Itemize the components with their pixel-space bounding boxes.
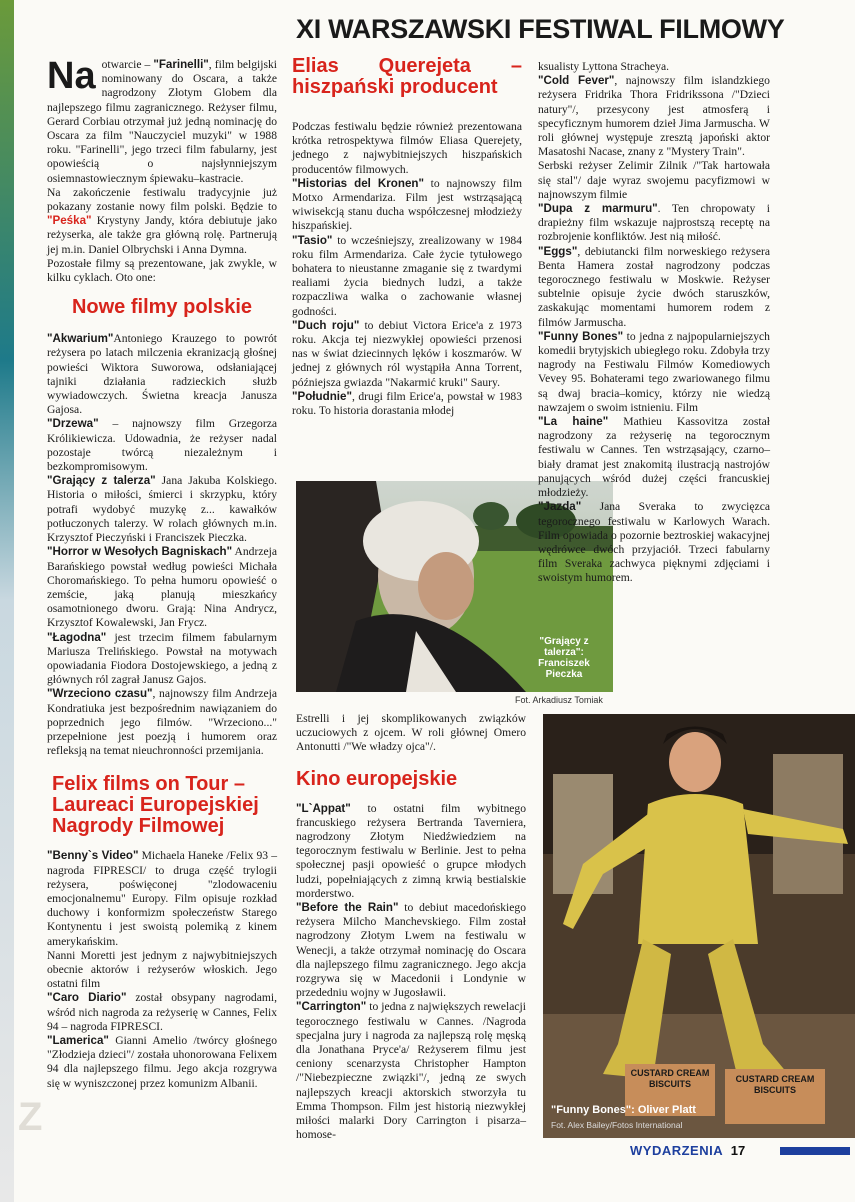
photo2-caption: "Funny Bones": Oliver Platt bbox=[551, 1104, 696, 1116]
film-title: "Duch roju" bbox=[292, 318, 360, 332]
film-description: to jedna z największych rewelacji tegorocznego festiwalu w Cannes. /Nagroda specjalna jury i nagroda za najlepszą rolę męską dla Jonathana Pryce'a/ Reżyserem filmu jest ceniony scenarzysta Christopher Hampton /"Niebezpieczne związki"/, jedną ze swych najlepszych kreacji aktorskich stworzyła tu Emma Thompson. Film jest historią niezwykłej miłości malarki Dory Carrington i pisarza–homose- bbox=[296, 1000, 526, 1142]
photo1-credit: Fot. Arkadiusz Tomiak bbox=[515, 695, 603, 705]
entry-paragraph bbox=[47, 474, 277, 545]
film-description: – najnowszy film Grzegorza Królikiewicza. Udowadnia, że reżyser nadal pozostaje twórcą niezależnym i bezkompromisowym. bbox=[47, 417, 277, 474]
entry-paragraph bbox=[47, 949, 277, 992]
entry-paragraph bbox=[292, 234, 522, 319]
film-description: Nanni Moretti jest jednym z najwybitniejszych obecnie aktorów i reżyserów włoskich. Jego ostatni film bbox=[47, 948, 277, 991]
kino-list bbox=[296, 802, 526, 1143]
film-description: Jana Sveraka to zwycięzca tegorocznego festiwalu w Karlowych Warach. Film opowiada o pozornie beztroskiej wakacyjnej wędrówce dwóch przyjaciół. Trzeci fabularny film Sveraka zachwyca pięknymi zdjęciami i swoistym humorem. bbox=[538, 500, 770, 585]
film-title: "La haine" bbox=[538, 415, 609, 429]
section-heading-elias: Elias Querejeta – hiszpański producent bbox=[292, 55, 522, 98]
entry-paragraph bbox=[47, 849, 277, 948]
film-description: Gianni Amelio /twórcy głośnego "Złodzieja dzieci"/ została uhonorowana Felixem 94 dla najlepszego filmu. Jego akcja rozgrywa się w wyniszczonej przez komunizm Albanii. bbox=[47, 1033, 277, 1090]
entry-paragraph bbox=[538, 202, 770, 245]
page-number: 17 bbox=[730, 1143, 746, 1158]
entry-paragraph bbox=[292, 177, 522, 234]
watermark-letter: Z bbox=[18, 1095, 43, 1139]
section-heading-felix: Felix films on Tour – Laureaci Europejskiej Nagrody Filmowej bbox=[52, 773, 259, 838]
film-description: . Ten chropowaty i drapieżny film wskazuje najprostszą receptę na rozbrojenie konfliktów. Jest nią miłość. bbox=[538, 202, 770, 244]
photo2-box-label-1: CUSTARD CREAM BISCUITS bbox=[630, 1068, 710, 1089]
entry-paragraph bbox=[538, 74, 770, 159]
entry-paragraph bbox=[538, 245, 770, 330]
entry-paragraph bbox=[47, 332, 277, 417]
entry-paragraph bbox=[292, 319, 522, 390]
film-description: Andrzeja Barańskiego powstał według powieści Michała Choromańskiego. To pełna humoru opowieść o zemście, jaką planują mieszkańcy osamotnionego dworu. Grają: Nina Andrycz, Krzysztof Kowalewski, Jan Frycz. bbox=[47, 545, 277, 630]
film-description: to najnowszy film Motxo Armendariza. Film jest wstrząsającą wiwisekcją stanu ducha współczesnej młodzieży hiszpańskiej. bbox=[292, 176, 522, 233]
entry-paragraph bbox=[47, 991, 277, 1034]
intro-paragraph-3: Pozostałe filmy są prezentowane, jak zwykle, w kilku cyklach. Oto one: bbox=[47, 256, 277, 285]
film-title: "Wrzeciono czasu" bbox=[47, 687, 153, 701]
film-title: "Historias del Kronen" bbox=[292, 176, 424, 190]
entry-paragraph bbox=[47, 417, 277, 474]
film-description: to debiut macedońskiego reżysera Milcho Manchevskiego. Film został nagrodzony Złotym Lwem na festiwalu w Wenecji, a także otrzymał nominację do Oscara dla najlepszego filmu zagranicznego. Jego akcja rozgrywa się w Macedonii i Londynie w przededniu wojny w Jugosławii. bbox=[296, 901, 526, 1000]
film-title: "Dupa z marmuru" bbox=[538, 202, 658, 216]
column-2-continued bbox=[296, 712, 526, 1142]
entry-paragraph bbox=[47, 545, 277, 630]
photo-funny-bones bbox=[543, 714, 855, 1138]
film-title: "Lamerica" bbox=[47, 1033, 109, 1047]
felix-list bbox=[47, 849, 277, 1090]
entry-paragraph bbox=[47, 1034, 277, 1091]
film-description: Serbski reżyser Zelimir Zilnik /"Tak hartowała się stal"/ daje wyraz swojemu pacyfizmowi w najnowszym filmie bbox=[538, 159, 770, 201]
entry-paragraph bbox=[292, 390, 522, 418]
elias-lead: Podczas festiwalu będzie również prezentowana krótka retrospektywa filmów Eliasa Querejety, jednego z najwybitniejszych hiszpańskich producentów filmowych. bbox=[292, 120, 522, 176]
intro-paragraph-2: Na zakończenie festiwalu tradycyjnie już pokazany zostanie nowy film polski. Będzie to "Peśka" Krystyny Jandy, która debiutuje jako reżyserka, ale także gra główną rolę. Partnerują jej m.in. Daniel Olbrychski i Anna Dymna. bbox=[47, 185, 277, 256]
film-description: , drugi film Erice'a, powstał w 1983 roku. To historia dorastania młodej bbox=[292, 389, 522, 418]
film-description: Michaela Haneke /Felix 93 – nagroda FIPRESCI/ to druga część trylogii reżysera, poświęconej "zlodowaceniu emocjonalnemu" Europy. Film opisuje rozkład duchowy i konformizm społeczeństw Starego Kontynentu i jest swoistą polemiką z kinem amerykańskim. bbox=[47, 849, 277, 948]
intro-paragraph-1: Na otwarcie – "Farinelli", film belgijski nominowany do Oscara, a także nagrodzony Złotym Globem dla najlepszego filmu zagranicznego. Reżyser filmu, Gerard Corbiau otrzymał już jedną nominację do Oscara za film "Nauczyciel muzyki" w 1988 roku. "Farinelli", jego trzeci film fabularny, jest opowieścią o najsłynniejszym osiemnastowiecznym śpiewaku–kastracie. bbox=[47, 55, 277, 185]
film-description: to jedna z najpopularniejszych komedii brytyjskich ubiegłego roku. Zdobyła trzy nagrody na Festiwalu Filmów Komediowych Vevey 95. Bohaterami tego zwariowanego filmu są dwaj bracia–komicy, którzy nie wiedzą nawzajem o swoim istnieniu. Film bbox=[538, 329, 770, 414]
photo2-credit: Fot. Alex Bailey/Fotos International bbox=[551, 1120, 683, 1130]
entry-paragraph bbox=[538, 330, 770, 415]
col4-list bbox=[538, 74, 770, 585]
film-title: "Benny`s Video" bbox=[47, 849, 139, 863]
film-title: "Drzewa" bbox=[47, 417, 99, 431]
col4-start: ksualisty Lyttona Stracheya. bbox=[538, 60, 670, 73]
film-title: "Akwarium" bbox=[47, 332, 114, 346]
entry-paragraph bbox=[538, 500, 770, 585]
nowe-list bbox=[47, 332, 277, 758]
film-title: "Caro Diario" bbox=[47, 991, 127, 1005]
film-title: "Funny Bones" bbox=[538, 329, 624, 343]
film-title: "Łagodna" bbox=[47, 630, 107, 644]
film-title: "Południe" bbox=[292, 389, 352, 403]
film-description: Mathieu Kassovitza został nagrodzony za reżyserię na tegorocznym festiwalu w Cannes. Ten wstrząsający, czarno–biały dramat jest znakomitą ilustracją nastrojów panujących wśród dużej części francuskiej młodzieży. bbox=[538, 415, 771, 500]
drop-cap: Na bbox=[47, 55, 96, 97]
film-title: "Eggs" bbox=[538, 244, 578, 258]
entry-paragraph bbox=[296, 901, 526, 1000]
entry-paragraph bbox=[538, 415, 770, 500]
film-description: został obsypany nagrodami, wśród nich nagroda za reżyserię w Cannes, Felix 94 – nagroda FIPRESCI. bbox=[47, 991, 277, 1033]
elias-list bbox=[292, 177, 522, 418]
entry-paragraph bbox=[296, 1000, 526, 1142]
elias-continued: Estrelli i jej skomplikowanych związków uczuciowych z ojcem. W roli głównej Omero Antonutti /"We władzy ojca"/. bbox=[296, 712, 526, 754]
film-title: "L`Appat" bbox=[296, 801, 351, 815]
section-name: WYDARZENIA bbox=[630, 1143, 724, 1158]
page-footer bbox=[630, 1143, 745, 1158]
film-title: "Grający z talerza" bbox=[47, 474, 156, 488]
page-title: XI WARSZAWSKI FESTIWAL FILMOWY bbox=[296, 14, 785, 44]
film-description: to ostatni film wybitnego francuskiego reżysera Bertranda Taverniera, nagrodzony Złotym Niedźwiedziem na tegorocznym festiwalu w Berlinie. Jest to pełna społecznej pasji opowieść o grupce młodych ludzi, popełniających z zimną krwią bestialskie morderstwo. bbox=[296, 801, 526, 900]
section-heading-kino: Kino europejskie bbox=[296, 767, 458, 790]
film-title: "Tasio" bbox=[292, 233, 333, 247]
film-description: Antoniego Krauzego to powrót reżysera po latach milczenia ekranizacją głośnej powieści Wiktora Suworowa, odsłaniającej tajniki działania radzieckich służb wywiadowczych. Świetna kreacja Janusza Gajosa. bbox=[47, 332, 277, 417]
entry-paragraph bbox=[296, 802, 526, 901]
film-title: "Carrington" bbox=[296, 1000, 367, 1014]
film-title: "Jazda" bbox=[538, 500, 582, 514]
entry-paragraph bbox=[538, 159, 770, 202]
column-3 bbox=[538, 60, 770, 586]
entry-paragraph bbox=[47, 687, 277, 758]
film-description: jest trzecim filmem fabularnym Mariusza Trelińskiego. Powstał na motywach opowiadania Fiodora Dostojewskiego, a jedną z głównych ról zagrał Janusz Gajos. bbox=[47, 630, 277, 687]
page-edge-strip bbox=[0, 0, 14, 1202]
film-title: "Horror w Wesołych Bagniskach" bbox=[47, 545, 233, 559]
section-heading-nowe: Nowe filmy polskie bbox=[71, 296, 253, 319]
photo1-caption: "Grający z talerza": Franciszek Pieczka bbox=[538, 636, 590, 680]
film-description: to wcześniejszy, zrealizowany w 1984 roku film Armendariza. Całe życie tytułowego bohatera to nieustanne zmaganie się z twardymi realiami życia biednych ludzi, a także rozpaczliwa walka o zachowanie własnej godności. bbox=[292, 233, 522, 318]
footer-bar bbox=[780, 1147, 850, 1155]
film-description: to debiut Victora Erice'a z 1973 roku. Akcja tej niezwykłej opowieści przenosi nas w świat dziecinnych lęków i koszmarów. W jednej z głównych ról wystąpiła Anna Torrent, późniejsza gwiazda "Nakarmić kruki" Saury. bbox=[292, 318, 522, 389]
column-1 bbox=[47, 55, 277, 1091]
column-2 bbox=[292, 56, 522, 418]
film-title: "Cold Fever" bbox=[538, 74, 615, 88]
entry-paragraph bbox=[47, 631, 277, 688]
film-description: , najnowszy film Andrzeja Kondratiuka jest bezpośrednim nawiązaniem do poprzednich jego filmów. "Wrzeciono..." przepełnione jest poezją i humorem oraz refleksją na temat nieuchronności przemijania. bbox=[47, 687, 277, 758]
photo2-box-label-2: CUSTARD CREAM BISCUITS bbox=[735, 1074, 815, 1095]
film-title: "Before the Rain" bbox=[296, 901, 399, 915]
film-description: , najnowszy film islandzkiego reżysera Fridrika Thora Fridrikssona /"Dzieci natury"/, przesycony jest atmosferą i specyficznym humorem dzieł Jima Jarmuscha. W roli głównej występuje zresztą japoński aktor Masatoshi Nacase, znany z "Mystery Train". bbox=[538, 74, 770, 159]
film-description: Jana Jakuba Kolskiego. Historia o miłości, śmierci i skrzypku, który potrafi wydobyć muzykę z... kawałków potłuczonych talerzy. W rolach głównych m.in. Krzysztof Pieczyński i Franciszek Pieczka. bbox=[47, 474, 277, 545]
film-description: , debiutancki film norweskiego reżysera Benta Hamera został nagrodzony podczas tegorocznego festiwalu w Moskwie. Reżyser subtelnie opisuje życie dwóch staruszków, zaskakując momentami humorem rodem z filmów Jarmuscha. bbox=[538, 244, 770, 329]
